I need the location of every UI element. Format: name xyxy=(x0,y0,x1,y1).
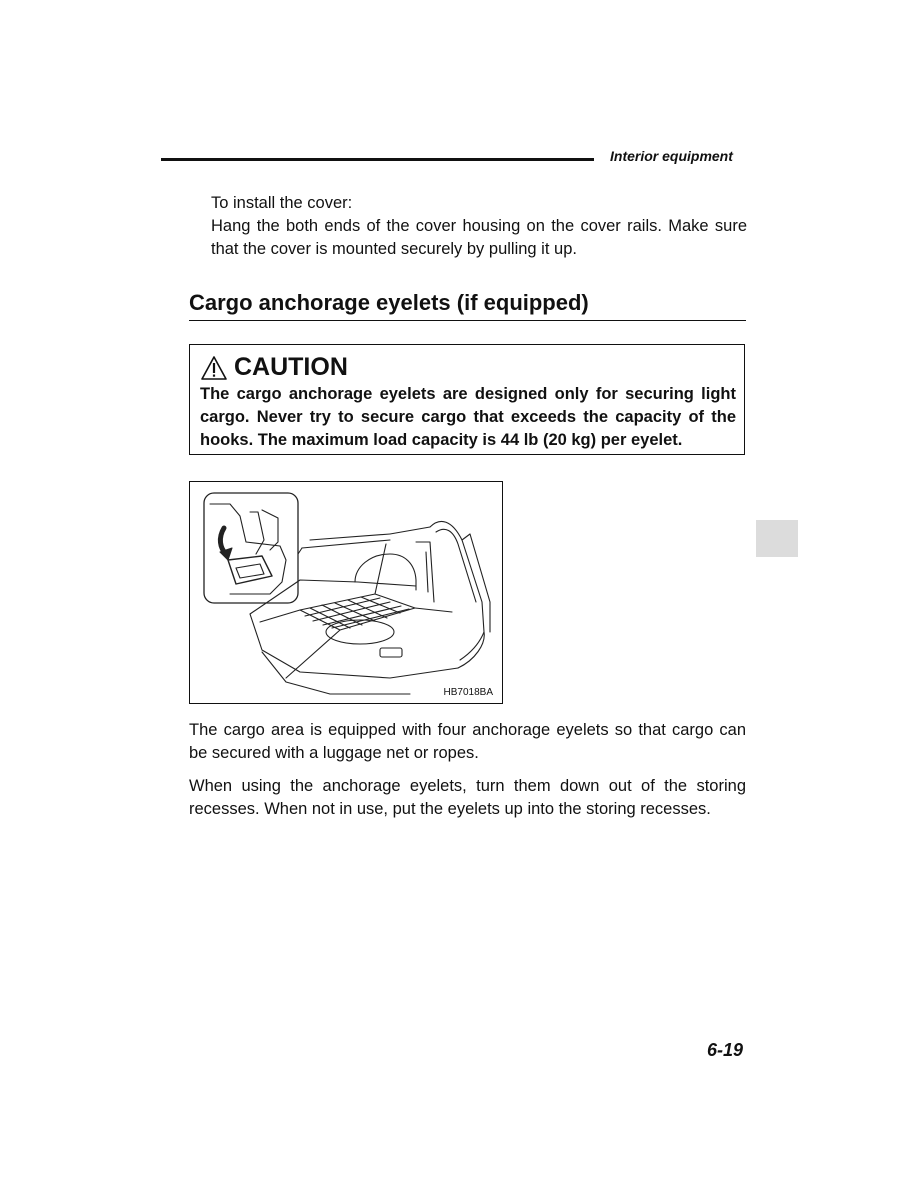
install-heading: To install the cover: xyxy=(211,194,353,212)
section-title: Cargo anchorage eyelets (if equipped) xyxy=(189,290,589,315)
install-instructions xyxy=(211,192,747,261)
caution-label: CAUTION xyxy=(234,353,348,381)
section-rule xyxy=(189,320,746,321)
cargo-area-illustration xyxy=(189,481,503,704)
caution-text: The cargo anchorage eyelets are designed only for securing light cargo. Never try to secure cargo that exceeds the capacity of the hooks. The maximum load capacity is 44 lb (20 kg) per eyelet. xyxy=(200,385,736,449)
body-paragraph: When using the anchorage eyelets, turn them down out of the storing recesses. When not in use, put the eyelets up into the storing recesses. xyxy=(189,777,746,818)
caution-header xyxy=(200,353,348,382)
header-rule xyxy=(161,158,594,161)
install-text: Hang the both ends of the cover housing on the cover rails. Make sure that the cover is mounted securely by pulling it up. xyxy=(211,217,747,258)
chapter-tab xyxy=(756,520,798,557)
figure-code: HB7018BA xyxy=(443,687,493,698)
running-header: Interior equipment xyxy=(610,148,733,164)
warning-triangle-icon xyxy=(200,355,228,381)
body-text xyxy=(189,719,746,831)
cargo-net-drawing xyxy=(190,482,502,703)
caution-box xyxy=(189,344,745,455)
body-paragraph: The cargo area is equipped with four anchorage eyelets so that cargo can be secured with a luggage net or ropes. xyxy=(189,721,746,762)
page-number: 6-19 xyxy=(707,1040,744,1060)
